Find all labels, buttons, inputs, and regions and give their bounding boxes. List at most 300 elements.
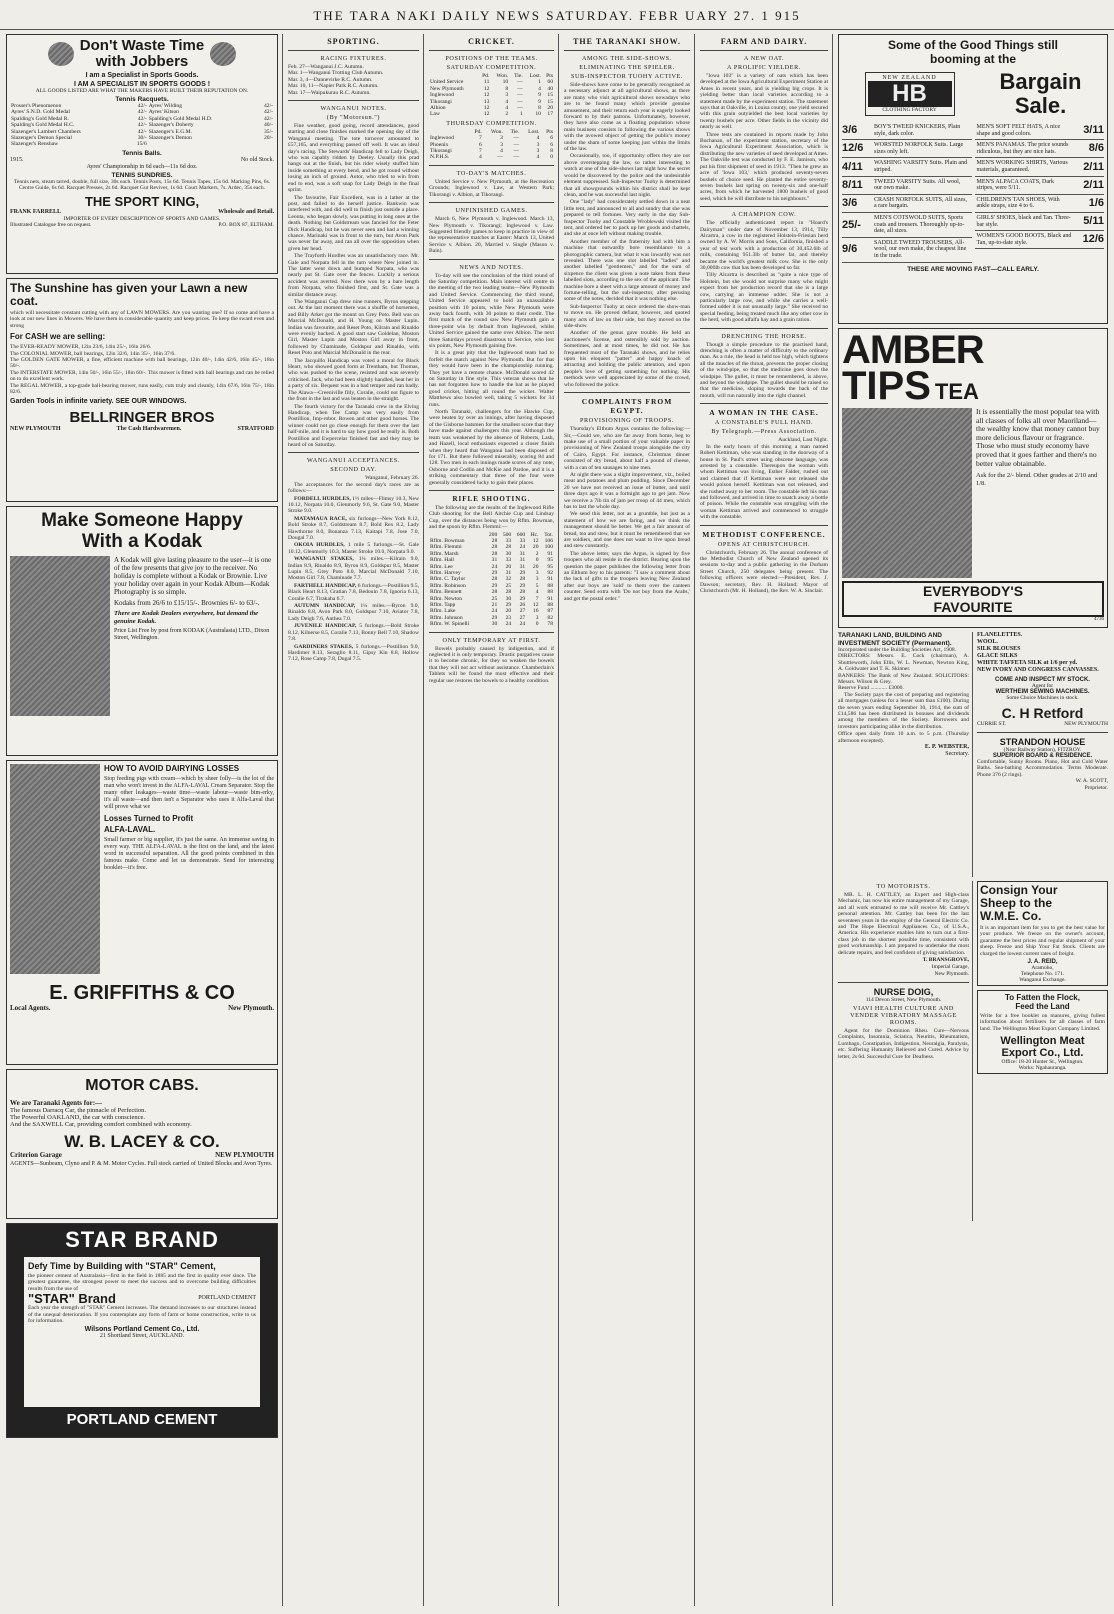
consign-1: Consign Your xyxy=(980,883,1058,897)
table-cell: United Service xyxy=(430,79,464,86)
oat-para: Three tests are contained in reports made by John Buchanan, of the experiment station, secretary of the Iowa Agricultural Experiment Association, which is distributing the new varieties of seed developed at Ames. The Oakville test was conducted by F. E. Jamison, who put his first shipment of seed in 1913. "Then he grew an acre of 'Iowa 103,' which produced seventy-seven bushels of choice seed. He planted the entire seventy-seven bushels last spring on twenty-six and one-half acres, from which he harvested 1800 bushels of good seed, which he will distribute to his neighbours." xyxy=(700,131,828,202)
drapery-item: FLANELETTES. xyxy=(977,632,1023,638)
bargain-desc: BOY'S TWEED KNICKERS, Plain style, dark color. xyxy=(874,124,961,137)
strandon-near: (Near Railway Station), FITZROY. xyxy=(1003,747,1082,753)
racquet-cell: 15/6 xyxy=(136,141,147,148)
kodak-camera-illustration xyxy=(10,556,110,716)
fixture-item: Mar. 1—Wanganui Trotting Club Autumn. xyxy=(288,70,384,77)
bargain-item xyxy=(842,238,972,263)
sporting-para: The fourth victory for the Taranaki crew in the Elving Handicap, when Tee Camp was very easily from Postillion, Imp-robor. Rowen and other good horses. The winner could not go close enough for them over the last half-mile, and it is hard to say how good he really is. Both Postillion and Ewpercelar finished fast and they may be heard of on Saturday. xyxy=(288,403,419,448)
table-cell: 26 xyxy=(519,602,526,609)
strandon-rooms: Comfortable, Sunny Rooms. Piano, Hot and Cold Water Baths. Sea-bathing Accommodation. Terms Moderate. Phone 376 (2 rings). xyxy=(977,759,1108,778)
table-cell: 0 xyxy=(535,557,539,564)
table-cell: 0 xyxy=(550,154,553,161)
table-cell: 33 xyxy=(505,537,512,544)
hb-prices-right xyxy=(975,122,1105,263)
table-cell: 100 xyxy=(544,544,553,551)
ads-column-right xyxy=(834,34,1112,1604)
hb-bargain-sale-ad xyxy=(838,34,1108,324)
inspect-stock: COME AND INSPECT MY STOCK. xyxy=(995,677,1090,683)
devon-street: 114 Devon Street, New Plymouth. xyxy=(865,997,942,1004)
sport-reputation: ALL GOODS LISTED ARE WHAT THE MAKERS HAVE BUILT THEIR REPUTATION ON. xyxy=(35,88,249,94)
table-cell: 78 xyxy=(547,621,553,628)
table-cell: 82 xyxy=(547,614,553,621)
race-entry xyxy=(288,623,419,642)
rifle-heading: RIFLE SHOOTING. xyxy=(452,494,531,503)
cow-para: Tilly Alcartra is described as "quite a nice type of Holstein, but she would not surprise many who might expect from her production record that she is a large cow, carrying an immense udder. She is not a particularly large cow, and while she carries a well-formed udder it is not unusually large." She received no special feeding, being treated much like any other cow in the herd, with good alfalfa hay and a grain ration. xyxy=(700,272,828,324)
race-entry xyxy=(288,603,419,622)
table-cell: 29 xyxy=(491,570,498,576)
retford: C. H Retford xyxy=(1001,705,1084,721)
thursday-heading: THURSDAY COMPETITION. xyxy=(446,119,537,127)
racquet-cell: 42/- xyxy=(263,109,273,116)
bargain-price: 3/6 xyxy=(842,124,858,137)
motor-np: NEW PLYMOUTH xyxy=(215,1151,274,1159)
reid: J. A. REID, xyxy=(1027,959,1058,966)
racquet-cell: Slazenger's Doherty xyxy=(148,122,194,129)
table-cell: Rflm. Marsh xyxy=(430,550,459,557)
wme-works: Works: Ngahauranga. xyxy=(1018,1065,1067,1072)
table-cell: Law xyxy=(430,111,440,118)
table-cell: 29 xyxy=(519,570,526,576)
dairy-np: New Plymouth. xyxy=(228,1004,274,1012)
table-cell: 3 xyxy=(536,141,540,148)
cricket-heading: CRICKET. xyxy=(468,37,515,46)
table-cell: 12 xyxy=(483,85,490,92)
catalogue-line: Illustrated Catalogue free on request. xyxy=(10,221,92,228)
table-cell: 27 xyxy=(519,608,526,615)
currie-st: CURRIE ST. xyxy=(977,721,1006,727)
table-cell: 29 xyxy=(505,602,512,609)
bargain-item xyxy=(842,140,972,158)
show-para: Sub-Inspector Tuohy at once ordered the show-man to move on. He proved defiant, however, and quoted many acts of law on their side, but they moved on the side-show. xyxy=(564,303,690,330)
wme-office: Office: 18-20 Hunter St., Wellington. xyxy=(1001,1059,1084,1066)
table-cell: 2 xyxy=(535,550,539,557)
table-cell: 28 xyxy=(519,589,526,596)
kodak-prices: Kodaks from 26/6 to £15/15/-. Brownies 6/- to 63/-. xyxy=(114,599,260,607)
bargain-item xyxy=(975,213,1105,231)
oat-para: "Iowa 103" is a variety of oats which has been developed at the Iowa Agricultural Experiment Station at Ames in recent years, and is yielding big crops. It is yielding better than local varieties according to a statement made by the experiment station. The statement says that at Oakville, in Louisa county, one yield secured with this grain outyielded the best local varieties by twenty bushels per acre. Other fields in the vicinity did nearly as well. xyxy=(700,73,828,131)
sport-headline-1: Don't Waste Time xyxy=(79,37,205,54)
mower-intro: which will necessitate constant cutting with any of LAWN MOWERS. Are you wanting one? If so come and have a look at our new lines in Mowers. We have them in considerable quantity and keep prices. To keep the sward even and strong xyxy=(10,310,274,329)
table-cell: 87 xyxy=(547,608,553,615)
bargain-word: Bargain xyxy=(999,69,1082,94)
drenching-heading: DRENCHING THE HORSE. xyxy=(721,332,807,340)
alfa-laval-ad xyxy=(6,760,278,1065)
bargain-item xyxy=(975,158,1105,176)
bargain-desc: CHILDREN'S TAN SHOES, With ankle straps, size 4 to 6. xyxy=(976,196,1060,210)
sundries-heading: TENNIS SUNDRIES. xyxy=(111,171,173,179)
table-cell: 30 xyxy=(505,550,512,557)
table-cell: 7 xyxy=(535,595,539,602)
lacey-co: W. B. LACEY & CO. xyxy=(64,1132,220,1151)
table-cell: N.P.H.S. xyxy=(430,154,450,161)
table-header-cell: Tie. xyxy=(514,73,523,79)
bargain-price: 4/11 xyxy=(842,160,863,173)
table-cell: 20 xyxy=(505,608,512,615)
woman-case-heading: A WOMAN IN THE CASE. xyxy=(709,408,819,418)
bargain-price: 8/11 xyxy=(842,178,863,191)
table-cell: Tikorangi xyxy=(430,98,452,105)
telegraph-line: By Telegraph.—Press Association. xyxy=(711,428,817,436)
mower-line-3: The GOLDEN GATE MOWER, a fine, efficient machine with ball bearings, 12in 40/-, 14in 42/6, 16in 45/-, 18in 50/-. xyxy=(10,357,274,370)
table-cell: 24 xyxy=(491,563,498,570)
bargain-price: 12/6 xyxy=(842,142,864,155)
table-cell: 12 xyxy=(483,111,490,118)
motor-cabs-headline: MOTOR CABS. xyxy=(85,1077,199,1094)
fixture-list xyxy=(288,64,419,96)
table-cell: 91 xyxy=(547,550,553,557)
column-rule xyxy=(694,34,695,1606)
retford-np: NEW PLYMOUTH xyxy=(1064,721,1108,727)
hb-logo xyxy=(865,72,955,116)
mower-line-4: The INTERSTATE MOWER, 14in 50/-, 16in 55/-, 18in 60/-. This mower is fitted with ball bearings and can be relied on to do excellent work. xyxy=(10,369,275,383)
kodak-ad xyxy=(6,506,278,756)
race-field: 5 furlongs.—Postillion 9.0, Hardimer 8.13, Seraglio 8.11, Gipsy Kin 8.8, Hollow 7.12, Rose Camp 7.8, Dugal 7.5. xyxy=(288,643,419,663)
table-header-cell: Lost. xyxy=(529,73,541,79)
table-cell: Inglewood xyxy=(430,135,454,142)
todays-matches-heading: TO-DAY'S MATCHES. xyxy=(456,169,527,177)
wme-2: Export Co., Ltd. xyxy=(1001,1047,1084,1060)
cricket-para: To-day will see the conclusion of the third round of the Saturday competition. Main interest will centre in the meeting of the two leading teams—New Plymouth and United Service. Commencing the third round, United Service appeared to hold an unassailable position with 10 points, while New Plymouth were away back fourth, with 30 points to their credit. The first match of the round saw New Plymouth gain a three-point win by default from Inglewood, whilst United Service gained the same over Albion. The next three Saturdays proved disastrous to Service, who lost six points, New Plymouth gaining five. xyxy=(429,272,554,349)
table-cell: — xyxy=(517,79,523,86)
fixture-item: Mar. 10, 11—Napier Park R.C. Autumn. xyxy=(288,83,379,90)
amber-word: AMBER xyxy=(842,328,984,372)
wilsons-cement: Wilsons Portland Cement Co., Ltd. xyxy=(84,1326,200,1334)
acceptances-date: Wanganui, February 26. xyxy=(365,475,419,482)
table-cell: Rflm. Johnson xyxy=(430,614,463,621)
table-header-cell: Tie. xyxy=(510,128,520,135)
table-cell: 28 xyxy=(505,544,512,551)
bargain-price: 3/6 xyxy=(842,197,858,210)
table-header-cell: Won. xyxy=(491,128,503,135)
amber-body: It is essentially the most popular tea with all classes of folks all over Maoriland—the wealthy know that money cannot buy more delicious flavour or fragrance. Those who must study economy have proved that it goes farther and there's no better value obtainable. xyxy=(976,407,1100,468)
saturday-table xyxy=(429,73,554,118)
racquet-cell xyxy=(148,141,256,147)
racquet-cell: 30/- xyxy=(137,135,147,142)
bargain-item xyxy=(975,177,1105,195)
lacey-motor-ad xyxy=(6,1069,278,1219)
table-cell: 92 xyxy=(547,570,553,576)
table-cell: Rflm. Hall xyxy=(430,557,454,564)
table-cell: 3 xyxy=(535,570,539,576)
bargain-price: 12/6 xyxy=(1082,233,1104,246)
race-entry xyxy=(288,496,419,515)
racquet-cell: Spalding's Gold Medal H.C. xyxy=(11,122,75,129)
table-cell: 20 xyxy=(532,544,539,551)
show-para: Occasionally, too, if opportunity offers they are not above overstepping the law, so rather interesting to watch at one of the side-shows last night how the secret would be discovered by the police and the undesirable element suppressed. Sub-Inspector Tuohy is determined that all showgrounds within his district shall be kept clean, and he was successful last night. xyxy=(564,153,690,198)
racquet-cell: 42/- xyxy=(137,109,147,116)
choice-machines: Some Choice Machines in stock. xyxy=(1006,695,1079,701)
racquet-cell: Spalding's Gold Medal R. xyxy=(11,115,69,122)
table-cell: 21 xyxy=(491,602,498,609)
favourite-word: FAVOURITE xyxy=(933,599,1013,615)
table-cell: 20 xyxy=(532,563,539,570)
prolific-heading: A PROLIFIC YIELDER. xyxy=(727,64,801,71)
table-cell: 4 xyxy=(535,589,539,596)
sporting-para: The favourite, Fair Excellent, was in a lather at the post, and failed to do herself justice. Bankwin was interfered with, and did well to finish just outside a place. Leonta, who began slowly, was putting in long ones at the death. Nothing but Goldstream was fancied for the Feter Dick Handicap, but he was never seen and had a winning chance. Marinaki was in front to the turn, but Avon Park was never far away, and ran all over the opposition when given her head. xyxy=(288,194,419,252)
bargain-price: 1/6 xyxy=(1088,197,1104,210)
racquet-cell: Slazenger's Renshaw xyxy=(11,141,59,148)
bargain-desc: WORSTED NORFOLK Suits. Large sizes only left. xyxy=(874,142,964,155)
viavi-heading: VIAVI HEALTH CULTURE AND VENDER VIBRATORY MASSAGE ROOMS. xyxy=(850,1005,957,1027)
table-cell: 8 xyxy=(550,148,553,155)
table-cell: 23 xyxy=(505,614,512,621)
mower-line-2: The COLONIAL MOWER, ball bearings, 12in 32/6, 14in 35/-, 16in 37/6. xyxy=(10,350,176,357)
table-row xyxy=(429,557,554,563)
egypt-heading: COMPLAINTS FROM EGYPT. xyxy=(581,397,673,416)
dairy-losses: Losses Turned to Profit xyxy=(104,814,194,823)
bargain-desc: MEN'S PANAMAS. The price sounds ridiculous, but they are nice hats. xyxy=(976,142,1069,155)
superior-board: SUPERIOR BOARD & RESIDENCE. xyxy=(992,753,1093,759)
table-row xyxy=(429,154,554,160)
second-day: SECOND DAY. xyxy=(330,466,377,474)
table-cell: New Plymouth xyxy=(430,85,464,92)
bargain-item xyxy=(842,122,972,140)
table-cell: Rflm. C. Taylor xyxy=(430,576,466,583)
racquet-row xyxy=(10,141,274,147)
rifle-scores xyxy=(429,532,554,628)
table-cell: 9 xyxy=(538,92,541,99)
farm-dairy-heading: FARM AND DAIRY. xyxy=(720,37,808,46)
race-field: 1¼ miles.—Byron 9.0, Rinaldo 8.8, Avon Park 8.0, Goldspur 7.10, Aviator 7.8, Lady Deigh 7.6, Anthea 7.0. xyxy=(288,603,419,622)
racing-fixtures-heading: RACING FIXTURES. xyxy=(320,55,387,62)
mower-line-1: The EVER-READY MOWER, 12in 23/6, 14in 25/-, 16in 26/6. xyxy=(10,344,152,351)
bargain-item xyxy=(975,195,1105,213)
table-cell: 4 xyxy=(505,98,509,105)
table-cell: 29 xyxy=(519,582,526,589)
dairy-body-2: Small farmer or big supplier, it's just the same. An immense saving in every way. THE ALFA-LAVAL is the first on the land, and the latest word in successful separation. All the good points combined in this famous make. Come and let us demonstrate. Send for interesting booklet—it's free. xyxy=(104,837,274,871)
portland-cement-footer: PORTLAND CEMENT xyxy=(66,1411,218,1428)
race-field: 5 furlongs.—Bold Stroke 8.12, Kilnerse 8.5, Coralie 7.13, Bonny Bell 7.10, Shadow 7.8. xyxy=(288,623,419,643)
table-header-cell: 200 xyxy=(488,531,498,538)
table-cell: 20 xyxy=(505,563,512,570)
only-temporary-heading: ONLY TEMPORARY AT FIRST. xyxy=(442,636,541,644)
amber-tips-ad xyxy=(838,328,1108,628)
table-cell: 28 xyxy=(491,544,498,551)
viavi-body: Agent for the Dominion Rheu. Cure—Nervous Complaints, Insomnia, Sciatica, Neuritis, Rheumatism, Lumbago, Constipation, Indigestion, Neuralgia, Paralysis, etc. Suffering Humanity Relieved and Cured. Advice by letter, 2s 6d. Successful Cure for Deafness. xyxy=(838,1028,969,1060)
race-name: JUVENILE HANDICAP, xyxy=(294,623,360,630)
drapery-item: SILK BLOUSES xyxy=(977,646,1021,652)
table-cell: — xyxy=(517,85,523,92)
star-defy: Defy Time by Building with "STAR" Cement, xyxy=(28,1261,216,1271)
racquets-heading: Tennis Racquets. xyxy=(115,96,169,103)
table-cell: — xyxy=(517,105,523,112)
bargain-price: 2/11 xyxy=(1083,160,1104,173)
bargain-item xyxy=(842,213,972,238)
drapery-item: GLACE SILKS xyxy=(977,653,1018,659)
table-cell: 32 xyxy=(505,576,512,583)
farmer-children-illustration xyxy=(842,408,972,578)
table-cell: 88 xyxy=(547,589,553,596)
table-cell: — xyxy=(513,141,520,148)
methodist-para: Christchurch, February 26. The annual conference of the Methodist Church of New Zealand opened its sessions to-day and a public gathering in the Durham Street Church, 250 delegates being present. The following officers were elected:—President, Rev. J. Dawson; secretary, Rev. H. Holland; Mayor of Christchurch (Mr. H. Holland), the Rev. W. A. Sinclair. xyxy=(700,549,828,594)
hb-prices-left xyxy=(842,122,972,263)
table-cell: 28 xyxy=(491,537,498,544)
bargain-desc: MEN'S SOFT FELT HATS, A nice shape and good colors. xyxy=(976,124,1061,137)
table-row xyxy=(429,576,554,582)
racquet-cell: 35/- xyxy=(263,128,273,135)
table-cell: Rflm. Lee xyxy=(430,563,453,570)
table-cell: 7 xyxy=(478,135,482,142)
telephone: Telephone No. 171. xyxy=(1020,971,1065,978)
cash-heading: For CASH we are selling: xyxy=(10,332,106,342)
egypt-para: Thursday's Elthum Argus contains the following:—Sir,—Could we, who are far away from home, beg to make use of a small portion of your valuable paper in provisioning of New Zealand troops alongside the city of Cairo, Egypt. For instance, Christmas dinner consisted of dry bread, about half a pound of cheese, with a can of ten sausages to nine men. xyxy=(564,426,690,471)
table-row xyxy=(429,111,554,117)
thursday-table xyxy=(429,129,554,161)
moving-fast: THESE ARE MOVING FAST—CALL EARLY. xyxy=(907,265,1039,273)
racquet-cell: Prosser's Phenomenon xyxy=(11,103,62,109)
table-cell: — xyxy=(513,148,520,155)
table-cell: 31 xyxy=(519,557,526,564)
news-notes-heading: NEWS AND NOTES. xyxy=(459,263,524,271)
kodak-price-list: Price List Free by post from KODAK (Australasia) LTD., Dixon Street, Wellington. xyxy=(114,628,270,641)
table-header-cell: Pd. xyxy=(482,73,490,79)
race-name: AUTUMN HANDICAP, xyxy=(294,603,361,610)
racquet-cell: 40/- xyxy=(263,122,273,129)
table-cell: 8 xyxy=(505,85,509,92)
new-oat-heading: A NEW OAT. xyxy=(743,55,785,62)
table-cell: — xyxy=(497,154,503,161)
bargain-price: 25/- xyxy=(842,218,861,231)
table-cell: 20 xyxy=(547,105,553,112)
kodak-body: A Kodak will give lasting pleasure to the user—it is one of the few presents that give joy to the receiver. No holiday is complete without a Kodak or Brownie. Live your holiday over again in your Kodak Album—Kodak Photography is so simple. xyxy=(114,556,272,596)
table-cell: 30 xyxy=(491,621,498,628)
wholesale-retail: Wholesale and Retail. xyxy=(218,208,274,215)
constable-heading: A CONSTABLE'S FULL HAND. xyxy=(714,419,814,427)
table-cell: 5 xyxy=(535,582,539,589)
table-cell: 91 xyxy=(547,595,553,602)
table-cell: 88 xyxy=(547,602,553,609)
table-cell: Rflm. W. Spinelli xyxy=(430,621,470,628)
racquet-cell: Slazenger's Demon Special xyxy=(11,135,72,142)
dairymaid-illustration xyxy=(10,764,100,974)
sport-king-title: THE SPORT KING, xyxy=(84,193,200,209)
mower-line-5: The REGAL MOWER, a top-grade ball-bearing mower, runs easily, cuts truly and cleanly, 14in 67/6, 16in 75/-, 18in 82/6. xyxy=(10,382,274,396)
cricket-para: North Taranaki, challengers for the Hawke Cup, were beaten by over an innings, after having disposed of the Gisborne batsmen for the smallest score that they have made against challengers this year. Although the team was weakened by the absence of Roberts, Lash, and Hazell, local enthusiasts expected a closer finish when they heard that Wanganui had been disposed of for 171. But there followed miserably, scoring 84 and 128. Two men in each innings made scores of any note, Osborne and Codlin and McKie and Pardoe, and it is a striking commentary that three of the four were generally considered lucky to gain their places. xyxy=(429,409,554,486)
motor-line-3: And the SAXWELL Car, providing comfort combined with economy. xyxy=(10,1121,192,1128)
flanelettes-list xyxy=(977,632,1108,674)
table-cell: 3 xyxy=(505,92,509,99)
scott: W. A. SCOTT, xyxy=(1075,778,1108,785)
table-cell: Albion xyxy=(430,105,446,112)
race-name: WANGANUI STAKES, xyxy=(294,556,359,563)
race-name: MATAMAUA RACE, xyxy=(294,515,350,522)
table-cell: — xyxy=(517,92,523,99)
racquet-cell: Spalding's Gold Medal H.D. xyxy=(148,115,213,122)
garage-np: New Plymouth. xyxy=(934,971,969,978)
table-cell: — xyxy=(517,98,523,105)
table-cell: 28 xyxy=(519,576,526,583)
spieler-heading: ELIMINATING THE SPIELER. xyxy=(579,64,675,71)
christchurch-heading: OPENS AT CHRISTCHURCH. xyxy=(717,540,811,548)
racquet-cell: Ayres' S.N.D. Gold Medal xyxy=(11,109,70,116)
masthead: THE TARA NAKI DAILY NEWS SATURDAY. FEBR UARY 27. 1 915 xyxy=(0,8,1114,30)
cash-hardwaremen: The Cash Hardwaremen. xyxy=(116,426,182,433)
agent-for: Agent for xyxy=(1031,683,1054,689)
wanganui-notes-heading: WANGANUI NOTES. xyxy=(320,105,387,113)
motor-agents-line: AGENTS—Sunbeam, Clyno and P. & M. Motor Cycles. Full stock carried of United Blocks and Avon Tyres. xyxy=(10,1161,273,1167)
racquet-cell xyxy=(256,141,274,147)
feed-land: Feed the Land xyxy=(1015,1002,1070,1012)
race-name: FARTHELL HANDICAP, xyxy=(294,582,358,589)
tips-word: TIPS xyxy=(842,364,931,408)
table-cell: 25 xyxy=(491,595,498,602)
table-cell: 2 xyxy=(505,111,509,118)
table-cell: — xyxy=(513,154,520,161)
column-rule xyxy=(832,34,833,1606)
star-cement-ad xyxy=(6,1223,278,1438)
griffiths-co: E. GRIFFITHS & CO xyxy=(49,982,235,1004)
bottom-classifieds xyxy=(838,881,1108,1221)
table-cell: 17 xyxy=(547,111,553,118)
table-cell: 3 xyxy=(500,141,503,148)
race-field: 1¼ miles.—Kilrain 9.0, Indian 8.9, Rinaldo 8.9, Byron 8.9, Goldspur 8.5, Master Lupin 8.5, Grey Poto 8.0, Marcial McDonald 7.10, Moston Girl 7.8, Chaminade 7.7. xyxy=(288,556,419,582)
kodak-headline-2: With a Kodak xyxy=(81,531,203,552)
show-para: Another member of the fraternity had with him a machine that outwardly bore resemblance to a photographic camera, but what it was inwardly was not revealed. There was one slot labelled "ladies" and another labelled "gentlemen," and for the sum of sixpence the client was given a note taken from these labelled slots, according to the sex of the applicant. The machine bore a sheet with a large amount of money and fortune-telling, but the sub-inspector, after perusing some of the notes, decided that it was nothing else. xyxy=(564,238,690,303)
table-cell: 29 xyxy=(491,582,498,589)
cricket-para: It is a great pity that the Inglewood team had to forfeit the match against New Plymouth. But for that they would have been in the championship running. They yet have a remote chance. McDonald scored 42 on Saturday in fine style. This veteran shows that he has not forgotten how to handle the bat as he played good cricket, hitting all round the wicket. Walter Matthews also bowled well, taking 5 wickets for 34 runs. xyxy=(429,350,554,408)
positions-heading: POSITIONS OF THE TEAMS. xyxy=(445,55,538,62)
table-row xyxy=(429,589,554,595)
woman-para: In the early hours of this morning a man named Robert Kettiman, who was standing in the doorway of a house in St. Paul's street using obscene language, was arrested by a constable. Thereupon the woman with whom Kettiman was living, Esther Falder, rushed out and claimed that if Kettiman were not released she would poison herself. Kettiman was not released, and she rushed away to her room. The constable left his man and followed, and arrived in time to snatch away a bottle of poison. While the constable was struggling with the woman Kettiman arrived and commenced to struggle with the constable. xyxy=(700,443,828,521)
table-cell: 7 xyxy=(478,148,482,155)
table-cell: 31 xyxy=(491,557,498,564)
race-name: GARDINERS STAKES, xyxy=(294,643,356,650)
consign-3: W.M.E. Co. xyxy=(980,909,1042,923)
egypt-para: The above letter, says the Argus, is signed by five troopers who all reside in the district. Bearing upon the question the paper publishes the following letter from an Elthum boy to his parents: "I saw a comment about the lack of gifts to the troopers leaving New Zealand after our boys are 'sold' to them over the canteen counter. Send extra with 'Do not buy from the Arabs,' and get the postal order." xyxy=(564,550,690,602)
strandon-house: STRANDON HOUSE xyxy=(999,737,1086,747)
table-cell: Rflm. Robinson xyxy=(430,582,466,589)
wilsons-address: 21 Shortland Street, AUCKLAND. xyxy=(99,1333,185,1340)
racquet-cell: 20/- xyxy=(263,135,273,142)
acceptances-intro: The acceptances for the second day's races are as follows:— xyxy=(288,481,419,495)
sport-tagline-2: I AM A SPECIALIST IN SPORTS GOODS ! xyxy=(73,81,211,88)
provisioning-heading: PROVISIONING OF TROOPS. xyxy=(580,417,674,425)
ad-number: 4736 xyxy=(1094,617,1104,622)
racquet-cell: Slazenger's E.G.M. xyxy=(148,128,193,135)
table-header-cell: Lost. xyxy=(528,128,540,135)
fixture-item: Mar. 3, 4—Dannevirke R.C. Autumn. xyxy=(288,76,373,83)
webster: E. P. WEBSTER, xyxy=(924,744,969,751)
table-cell: 28 xyxy=(491,550,498,557)
bargain-price: 2/11 xyxy=(1083,178,1104,191)
race-field: six furlongs—New York 8.12, Bold Stroke 8.7, Goldstream 8.7, Bold Rex 8.2, Lady Hawthorne 8.0, Bonanza 7.13, Kaitapi 7.8, Jose 7.0, Dougal 7.0. xyxy=(288,515,419,541)
ads-column-left xyxy=(2,34,282,1604)
table-cell: 13 xyxy=(483,98,490,105)
table-cell: 4 xyxy=(538,85,541,92)
saturday-heading: SATURDAY COMPETITION. xyxy=(446,64,537,71)
hb-headline-2: booming at the xyxy=(930,52,1016,66)
table-cell: 28 xyxy=(505,589,512,596)
racquet-cell: Slazenger's Lambert Chambers xyxy=(11,128,81,135)
champion-cow-heading: A CHAMPION COW. xyxy=(731,211,797,219)
star-brand-name: "STAR" Brand xyxy=(28,1291,116,1307)
table-cell: 95 xyxy=(547,563,553,570)
todays-matches: United Service v. New Plymouth, at the Recreation Grounds; Inglewood v. Law, at Western Park; Tikorangi v. Albion, at Tikorangi. xyxy=(429,178,554,198)
bargain-desc: MEN'S WORKING SHIRTS, Various materials, guaranteed. xyxy=(976,160,1068,173)
table-row xyxy=(429,608,554,614)
table-cell: 28 xyxy=(491,576,498,583)
hb-clothing-factory: CLOTHING FACTORY xyxy=(882,107,937,113)
table-cell: 3 xyxy=(535,576,539,583)
table-cell: 10 xyxy=(535,111,541,118)
sale-word: Sale. xyxy=(1014,93,1067,118)
table-cell: 10 xyxy=(502,79,509,86)
bargain-desc: GIRLS' SHOES, black and Tan. Three-bar style. xyxy=(976,214,1071,228)
balls-year: 1915. xyxy=(10,156,24,163)
table-cell: 95 xyxy=(547,557,553,564)
